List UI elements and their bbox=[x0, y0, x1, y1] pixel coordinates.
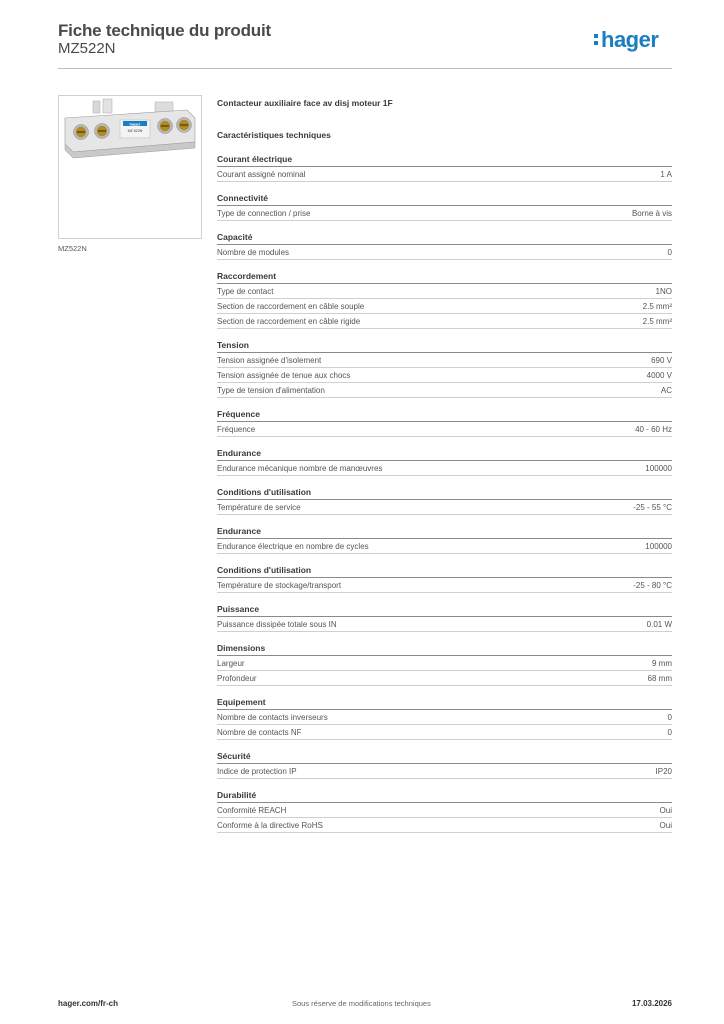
spec-label: Température de stockage/transport bbox=[217, 580, 342, 590]
spec-section-title: Durabilité bbox=[217, 789, 672, 803]
spec-label: Endurance électrique en nombre de cycles bbox=[217, 541, 369, 551]
spec-label: Tension assignée de tenue aux chocs bbox=[217, 370, 351, 380]
spec-section-title: Tension bbox=[217, 339, 672, 353]
spec-label: Type de contact bbox=[217, 286, 274, 296]
product-reference: MZ522N bbox=[58, 40, 116, 57]
spec-section bbox=[217, 642, 672, 686]
spec-section-title: Dimensions bbox=[217, 642, 672, 656]
spec-section bbox=[217, 447, 672, 476]
spec-section bbox=[217, 192, 672, 221]
spec-row bbox=[217, 617, 672, 632]
footer-website: hager.com/fr-ch bbox=[58, 999, 119, 1008]
svg-text:hager: hager bbox=[601, 27, 659, 52]
spec-value: AC bbox=[660, 385, 672, 395]
spec-label: Température de service bbox=[217, 502, 301, 512]
spec-section bbox=[217, 696, 672, 740]
spec-section bbox=[217, 789, 672, 833]
spec-content bbox=[217, 97, 672, 843]
spec-section bbox=[217, 153, 672, 182]
spec-label: Section de raccordement en câble rigide bbox=[217, 316, 361, 326]
spec-label: Section de raccordement en câble souple bbox=[217, 301, 365, 311]
hager-logo bbox=[592, 26, 674, 58]
spec-row bbox=[217, 284, 672, 299]
spec-value: Oui bbox=[659, 805, 672, 815]
spec-label: Profondeur bbox=[217, 673, 257, 683]
spec-value: 9 mm bbox=[652, 658, 672, 668]
spec-value: 4000 V bbox=[646, 370, 672, 380]
spec-section bbox=[217, 525, 672, 554]
spec-section-title: Courant électrique bbox=[217, 153, 672, 167]
spec-section-title: Equipement bbox=[217, 696, 672, 710]
spec-section bbox=[217, 408, 672, 437]
svg-text:MZ 522N: MZ 522N bbox=[127, 129, 143, 133]
spec-value: IP20 bbox=[655, 766, 672, 776]
spec-section-title: Endurance bbox=[217, 447, 672, 461]
spec-value: 0 bbox=[667, 247, 672, 257]
footer-date: 17.03.2026 bbox=[631, 999, 672, 1008]
spec-row bbox=[217, 500, 672, 515]
spec-value: 0 bbox=[667, 712, 672, 722]
spec-section-title: Conditions d'utilisation bbox=[217, 486, 672, 500]
svg-text:hager: hager bbox=[129, 121, 141, 127]
spec-sections bbox=[217, 153, 672, 833]
spec-row bbox=[217, 656, 672, 671]
spec-value: Oui bbox=[659, 820, 672, 830]
spec-row bbox=[217, 383, 672, 398]
spec-section bbox=[217, 603, 672, 632]
spec-row bbox=[217, 461, 672, 476]
spec-label: Fréquence bbox=[217, 424, 256, 434]
spec-row bbox=[217, 245, 672, 260]
auxiliary-contact-picture bbox=[59, 96, 201, 238]
header-divider bbox=[58, 68, 672, 69]
spec-section-title: Fréquence bbox=[217, 408, 672, 422]
spec-value: 1 A bbox=[660, 169, 672, 179]
spec-value: 100000 bbox=[645, 541, 672, 551]
spec-section-title: Connectivité bbox=[217, 192, 672, 206]
spec-value: -25 - 80 °C bbox=[633, 580, 672, 590]
product-image bbox=[58, 95, 202, 239]
spec-label: Nombre de contacts NF bbox=[217, 727, 302, 737]
spec-label: Tension assignée d'isolement bbox=[217, 355, 322, 365]
spec-section-title: Endurance bbox=[217, 525, 672, 539]
spec-label: Conformité REACH bbox=[217, 805, 287, 815]
spec-label: Puissance dissipée totale sous IN bbox=[217, 619, 337, 629]
spec-section bbox=[217, 750, 672, 779]
spec-section-title: Raccordement bbox=[217, 270, 672, 284]
spec-label: Largeur bbox=[217, 658, 245, 668]
spec-value: Borne à vis bbox=[631, 208, 672, 218]
spec-value: -25 - 55 °C bbox=[633, 502, 672, 512]
spec-value: 100000 bbox=[645, 463, 672, 473]
spec-label: Conforme à la directive RoHS bbox=[217, 820, 323, 830]
spec-row bbox=[217, 422, 672, 437]
spec-value: 40 - 60 Hz bbox=[635, 424, 672, 434]
spec-section-title: Puissance bbox=[217, 603, 672, 617]
spec-section-title: Conditions d'utilisation bbox=[217, 564, 672, 578]
spec-value: 690 V bbox=[651, 355, 672, 365]
page-title: Fiche technique du produit bbox=[58, 21, 271, 40]
spec-value: 0.01 W bbox=[646, 619, 672, 629]
spec-row bbox=[217, 206, 672, 221]
spec-section-title: Capacité bbox=[217, 231, 672, 245]
spec-section bbox=[217, 270, 672, 329]
spec-section bbox=[217, 564, 672, 593]
spec-row bbox=[217, 314, 672, 329]
spec-value: 0 bbox=[667, 727, 672, 737]
spec-label: Nombre de modules bbox=[217, 247, 290, 257]
footer-notice: Sous réserve de modifications techniques bbox=[292, 999, 431, 1008]
spec-label: Type de tension d'alimentation bbox=[217, 385, 325, 395]
spec-label: Endurance mécanique nombre de manœuvres bbox=[217, 463, 383, 473]
spec-row bbox=[217, 539, 672, 554]
spec-label: Nombre de contacts inverseurs bbox=[217, 712, 328, 722]
technical-characteristics-heading: Caractéristiques techniques bbox=[217, 130, 331, 140]
spec-value: 2.5 mm² bbox=[642, 316, 672, 326]
spec-section bbox=[217, 486, 672, 515]
spec-row bbox=[217, 368, 672, 383]
spec-row bbox=[217, 725, 672, 740]
spec-row bbox=[217, 710, 672, 725]
spec-row bbox=[217, 299, 672, 314]
spec-section bbox=[217, 339, 672, 398]
spec-row bbox=[217, 803, 672, 818]
spec-row bbox=[217, 764, 672, 779]
spec-row bbox=[217, 818, 672, 833]
spec-section-title: Sécurité bbox=[217, 750, 672, 764]
spec-row bbox=[217, 353, 672, 368]
spec-value: 1NO bbox=[655, 286, 672, 296]
spec-label: Indice de protection IP bbox=[217, 766, 297, 776]
spec-value: 2.5 mm² bbox=[642, 301, 672, 311]
spec-row bbox=[217, 167, 672, 182]
product-image-caption: MZ522N bbox=[58, 244, 87, 253]
product-description: Contacteur auxiliaire face av disj moteur 1F bbox=[217, 98, 393, 108]
spec-label: Type de connection / prise bbox=[217, 208, 311, 218]
spec-label: Courant assigné nominal bbox=[217, 169, 306, 179]
spec-section bbox=[217, 231, 672, 260]
spec-row bbox=[217, 671, 672, 686]
spec-value: 68 mm bbox=[647, 673, 672, 683]
spec-row bbox=[217, 578, 672, 593]
